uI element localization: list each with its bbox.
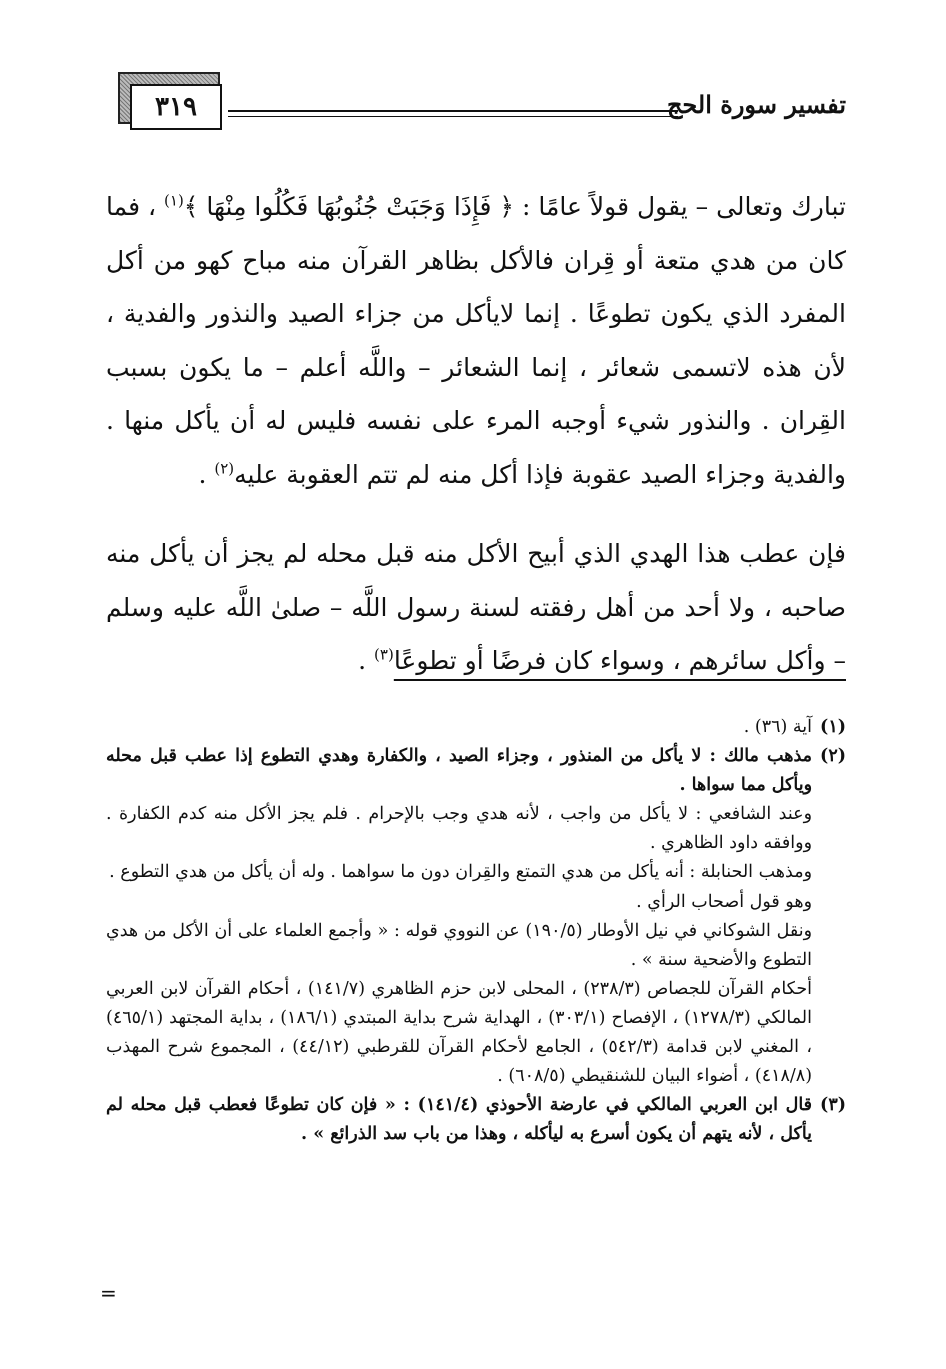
footnote-line: وعند الشافعي : لا يأكل من واجب ، لأنه هدي وجب بالإحرام . فلم يجز الأكل منه كدم الكفارة . ووافقه داود الظاهري .	[106, 804, 813, 854]
footnote-2	[106, 742, 846, 1091]
footnote-3	[106, 1091, 846, 1149]
footnote-line: مذهب مالك : لا يأكل من المنذور ، وجزاء الصيد ، والكفارة وهدي التطوع إذا عطب قبل محله ويأكل مما سواها .	[106, 746, 813, 796]
footnote-ref-3: (٣)	[374, 645, 394, 664]
page-number-box	[130, 84, 222, 130]
header-rule	[228, 110, 678, 112]
paragraph-2	[106, 527, 846, 688]
footnote-number: (٢)	[820, 746, 846, 767]
para2-text-end: .	[358, 646, 375, 675]
page-number: ٣١٩	[155, 92, 197, 122]
footnote-text: قال ابن العربي المالكي في عارضة الأحوذي (١٤١/٤) : « فإن كان تطوعًا فعطب قبل محله لم يأكل ، لأنه يتهم أن يكون أسرع به ليأكله ، وهذا من باب سد الذرائع » .	[106, 1095, 813, 1145]
footnote-line: أحكام القرآن للجصاص (٢٣٨/٣) ، المحلى لابن حزم الظاهري (١٤١/٧) ، أحكام القرآن لابن العربي المالكي (١٢٧٨/٣) ، الإفصاح (٣٠٣/١) ، الهداية شرح بداية المبتدي (١٨٦/١) ، بداية المجتهد (٤٦٥/١) ، المغني لابن قدامة (٥٤٢/٣) ، الجامع لأحكام القرآن للقرطبي (٤٤/١٢) ، المجموع شرح المهذب (٤١٨/٨) ، أضواء البيان للشنقيطي (٦٠٨/٥) .	[106, 978, 813, 1087]
para1-text-b: ، فما كان من هدي متعة أو قِران فالأكل بظاهر القرآن منه مباح كهو من أكل المفرد الذي يكون تطوعًا . إنما لايأكل من جزاء الصيد والنذور والفدية ، لأن هذه لاتسمى شعائر ، إنما الشعائر – واللَّه أعلم – ما يكون بسبب القِران . والنذور شيء أوجبه المرء على نفسه فليس له أن يأكل منها . والفدية وجزاء الصيد عقوبة فإذا أكل منه لم تتم العقوبة عليه	[106, 192, 846, 489]
page-header	[108, 72, 846, 132]
footnote-line: ونقل الشوكاني في نيل الأوطار (١٩٠/٥) عن النووي قوله : « وأجمع العلماء على أن الأكل من هدي التطوع والأضحية سنة » .	[106, 920, 813, 970]
book-title: تفسير سورة الحج	[666, 90, 846, 119]
para2-text-a: فإن عطب هذا الهدي الذي أبيح الأكل منه قبل محله لم يجز أن يأكل منه صاحبه ، ولا أحد من أهل رفقته لسنة رسول اللَّه – صلىٰ اللَّه عليه وسلم	[106, 539, 846, 622]
footnote-ref-1: (١)	[164, 191, 184, 210]
footnote-number: (٣)	[820, 1095, 846, 1116]
main-text	[106, 180, 846, 688]
footnote-text: آية (٣٦) .	[743, 717, 813, 737]
footnote-body	[106, 742, 812, 1091]
footnote-ref-2: (٢)	[214, 459, 235, 478]
paragraph-1	[106, 180, 846, 501]
footnote-line: ومذهب الحنابلة : أنه يأكل من هدي التمتع والقِران دون ما سواهما . وله أن يأكل من هدي التطوع .	[109, 862, 813, 883]
footnote-number: (١)	[820, 717, 846, 737]
para1-text-c: .	[198, 459, 215, 489]
header-rule-thin	[228, 116, 678, 117]
footnotes	[106, 713, 846, 1149]
para1-text-a: تبارك وتعالى – يقول قولاً عامًا : ﴿ فَإِذَا وَجَبَتْ جُنُوبُهَا فَكُلُوا مِنْهَا ﴾	[183, 192, 847, 221]
footnote-line: وهو قول أصحاب الرأي .	[636, 891, 813, 912]
footnote-1	[106, 713, 846, 742]
para2-underlined-text: – وأكل سائرهم ، وسواء كان فرضًا أو تطوعًا	[393, 646, 846, 675]
continuation-mark: =	[100, 1281, 117, 1305]
